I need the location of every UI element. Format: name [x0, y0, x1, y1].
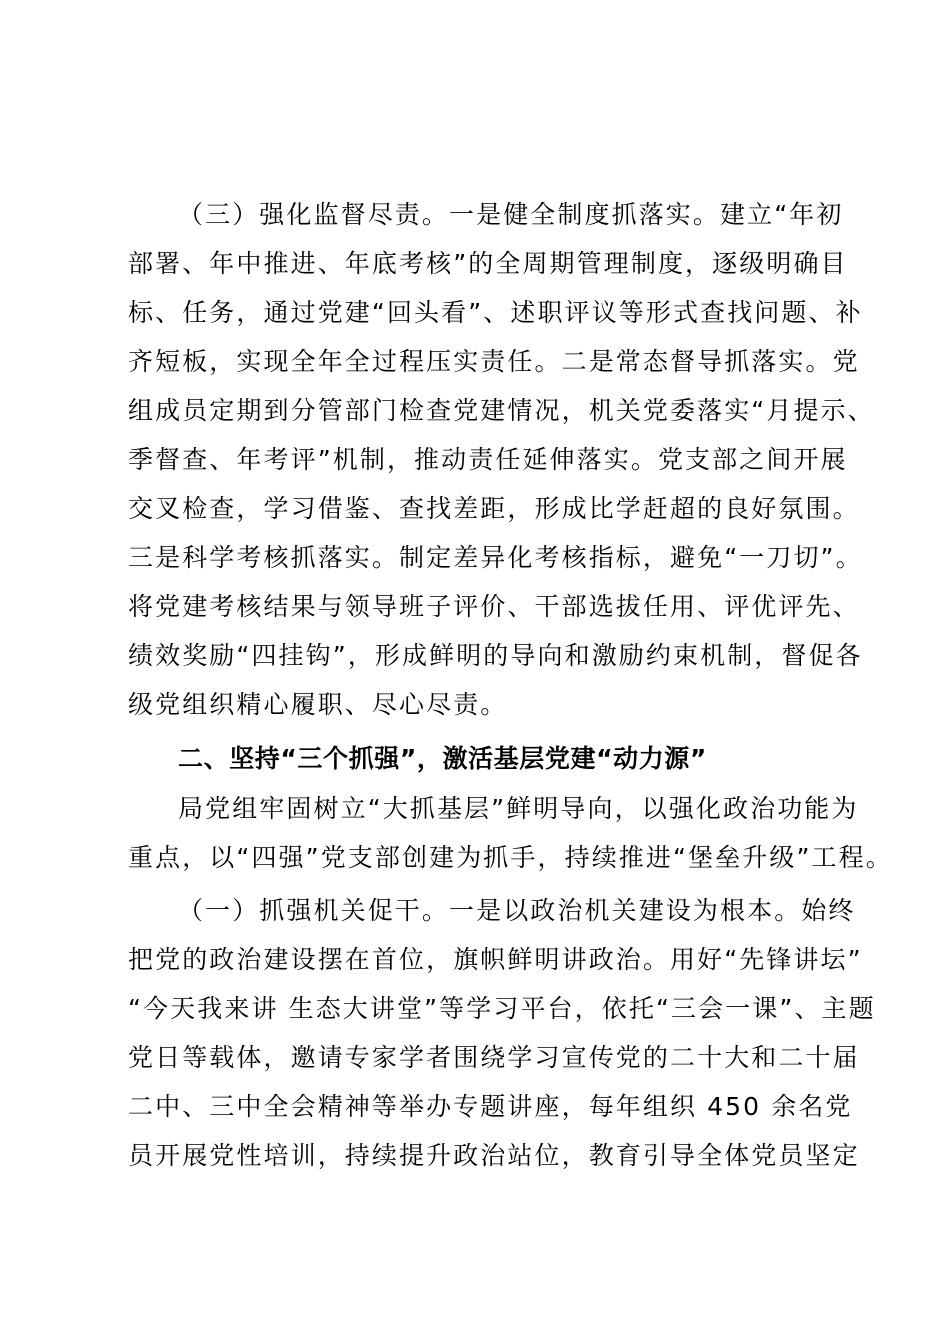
text-line: 季督查、年考评”机制，推动责任延伸落实。党支部之间开展	[128, 445, 848, 474]
text-line: 把党的政治建设摆在首位，旗帜鲜明讲政治。用好“先锋讲坛”	[128, 945, 863, 974]
text-line: 齐短板，实现全年全过程压实责任。二是常态督导抓落实。党	[128, 347, 860, 376]
text-line: 部署、年中推进、年底考核”的全周期管理制度，逐级明确目	[128, 249, 848, 278]
paragraph-heading-organs: （一）抓强机关促干。一是以政治机关建设为根本。始终	[178, 896, 856, 925]
text-line: 绩效奖励“四挂钩”，形成鲜明的导向和激励约束机制，督促各	[128, 641, 863, 670]
text-line: 三是科学考核抓落实。制定差异化考核指标，避免“一刀切”。	[128, 543, 863, 572]
text-line: 党日等载体，邀请专家学者围绕学习宣传党的二十大和二十届	[128, 1043, 860, 1072]
text-line: 重点，以“四强”党支部创建为抓手，持续推进“堡垒升级”工程。	[128, 843, 893, 872]
paragraph-intro: 局党组牢固树立“大抓基层”鲜明导向，以强化政治功能为	[178, 794, 859, 823]
text-line: 二中、三中全会精神等举办专题讲座，每年组织 450 余名党	[128, 1092, 853, 1121]
text-line: “今天我来讲 生态大讲堂”等学习平台，依托“三会一课”、主题	[128, 994, 876, 1023]
text-line: 员开展党性培训，持续提升政治站位，教育引导全体党员坚定	[128, 1141, 860, 1170]
text-line: 将党建考核结果与领导班子评价、干部选拔任用、评优评先、	[128, 592, 860, 621]
text-line: 组成员定期到分管部门检查党建情况，机关党委落实“月提示、	[128, 396, 875, 425]
text-line: 标、任务，通过党建“回头看”、述职评议等形式查找问题、补	[128, 298, 863, 327]
text-line: 级党组织精心履职、尽心尽责。	[128, 690, 508, 719]
paragraph-heading-supervision: （三）强化监督尽责。一是健全制度抓落实。建立“年初	[178, 200, 844, 229]
section-heading: 二、坚持“三个抓强”，激活基层党建“动力源”	[178, 744, 707, 773]
text-line: 交叉检查，学习借鉴、查找差距，形成比学赶超的良好氛围。	[128, 494, 860, 523]
